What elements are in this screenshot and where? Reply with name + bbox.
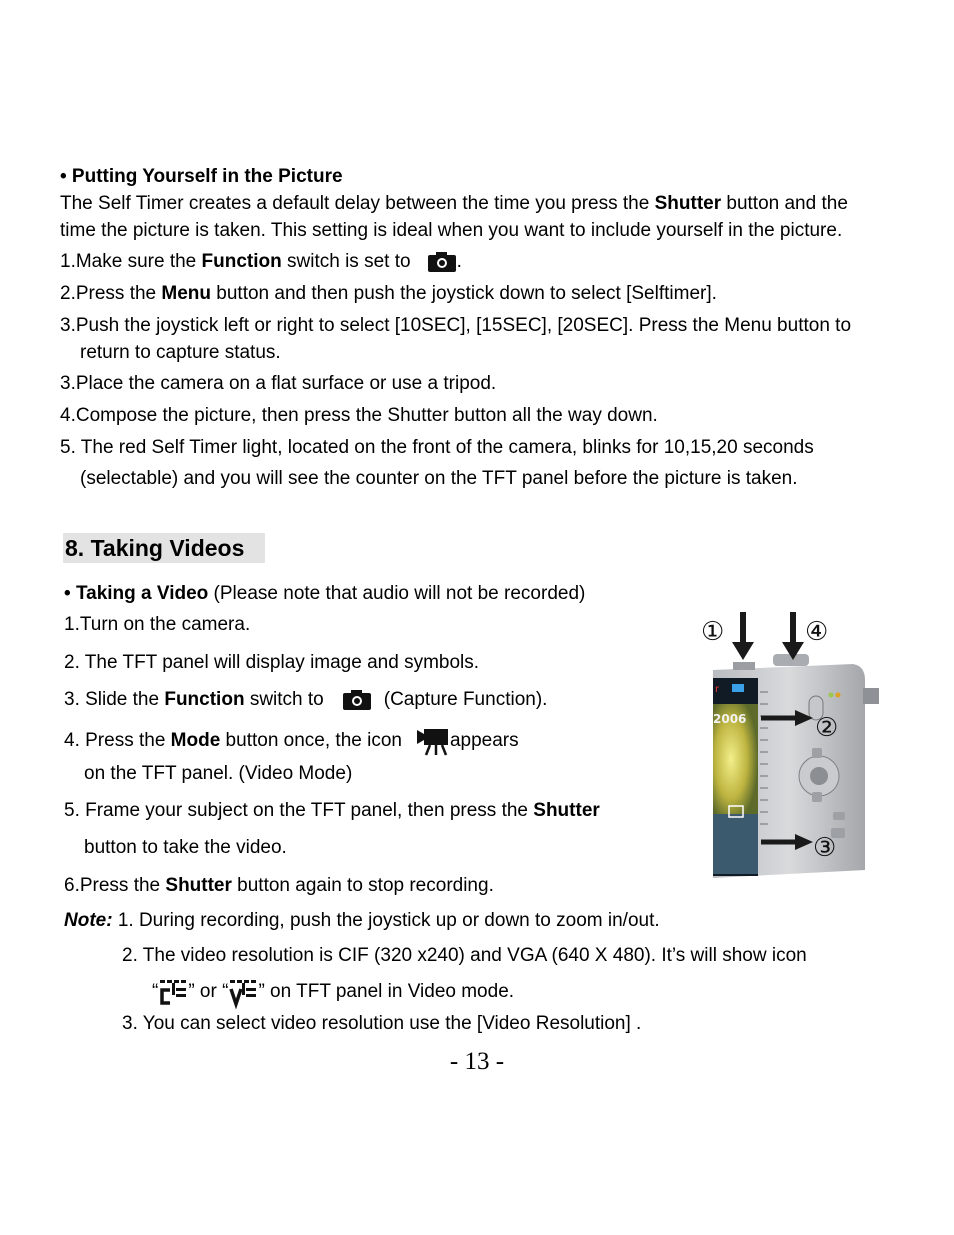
video-step-4-cont: on the TFT panel. (Video Mode) bbox=[84, 763, 353, 784]
camera-back-photo bbox=[701, 612, 881, 878]
video-step-5: 5. Frame your subject on the TFT panel, then press the Shutter bbox=[64, 800, 600, 821]
taking-video-subheading: • Taking a Video (Please note that audio will not be recorded) bbox=[64, 583, 586, 604]
video-step-3: 3. Slide the Function switch to (Capture Function). bbox=[64, 689, 548, 711]
video-step-6: 6.Press the Shutter button again to stop recording. bbox=[64, 875, 494, 896]
section-heading: 8. Taking Videos bbox=[63, 533, 265, 563]
self-timer-step-1: 1.Make sure the Function switch is set to . bbox=[60, 251, 462, 273]
video-step-4: 4. Press the Mode button once, the icon appears bbox=[64, 726, 519, 756]
camera-icon bbox=[342, 689, 372, 711]
screen-year: 2006 bbox=[713, 712, 747, 726]
video-step-1: 1.Turn on the camera. bbox=[64, 614, 251, 635]
note-1: Note: 1. During recording, push the joystick up or down to zoom in/out. bbox=[64, 910, 660, 931]
callout-4: ④ bbox=[805, 617, 829, 647]
self-timer-step-6-cont: (selectable) and you will see the counter on the TFT panel before the picture is taken. bbox=[80, 468, 798, 489]
callout-2: ② bbox=[815, 713, 839, 743]
note-3: 3. You can select video resolution use the [Video Resolution] . bbox=[122, 1013, 642, 1034]
screen-indicator: r bbox=[715, 684, 720, 695]
self-timer-intro-line1: The Self Timer creates a default delay between the time you press the Shutter button and the bbox=[60, 193, 848, 214]
note-2: 2. The video resolution is CIF (320 x240) and VGA (640 X 480). It’s will show icon bbox=[122, 945, 807, 966]
video-step-5-cont: button to take the video. bbox=[84, 837, 287, 858]
self-timer-step-6: 5. The red Self Timer light, located on the front of the camera, blinks for 10,15,20 seconds bbox=[60, 437, 814, 458]
self-timer-step-5: 4.Compose the picture, then press the Shutter button all the way down. bbox=[60, 405, 658, 426]
self-timer-step-3-cont: return to capture status. bbox=[80, 342, 281, 363]
self-timer-heading: • Putting Yourself in the Picture bbox=[60, 166, 343, 187]
note-2-cont: “ ” or “ ” on TFT panel in Video mode. bbox=[152, 978, 514, 1006]
callout-3: ③ bbox=[813, 833, 837, 863]
self-timer-intro-line2: time the picture is taken. This setting is ideal when you want to include yourself in the picture. bbox=[60, 220, 843, 241]
self-timer-step-3: 3.Push the joystick left or right to select [10SEC], [15SEC], [20SEC]. Press the Menu button to bbox=[60, 315, 852, 336]
cif-resolution-icon bbox=[158, 978, 188, 1006]
vga-resolution-icon bbox=[228, 978, 258, 1006]
video-step-2: 2. The TFT panel will display image and symbols. bbox=[64, 652, 480, 673]
movie-camera-icon bbox=[416, 726, 450, 756]
page-number: - 13 - bbox=[449, 1048, 505, 1075]
self-timer-step-4: 3.Place the camera on a flat surface or use a tripod. bbox=[60, 373, 497, 394]
camera-icon bbox=[427, 251, 457, 273]
self-timer-step-2: 2.Press the Menu button and then push the joystick down to select [Selftimer]. bbox=[60, 283, 717, 304]
callout-1: ① bbox=[701, 617, 725, 647]
